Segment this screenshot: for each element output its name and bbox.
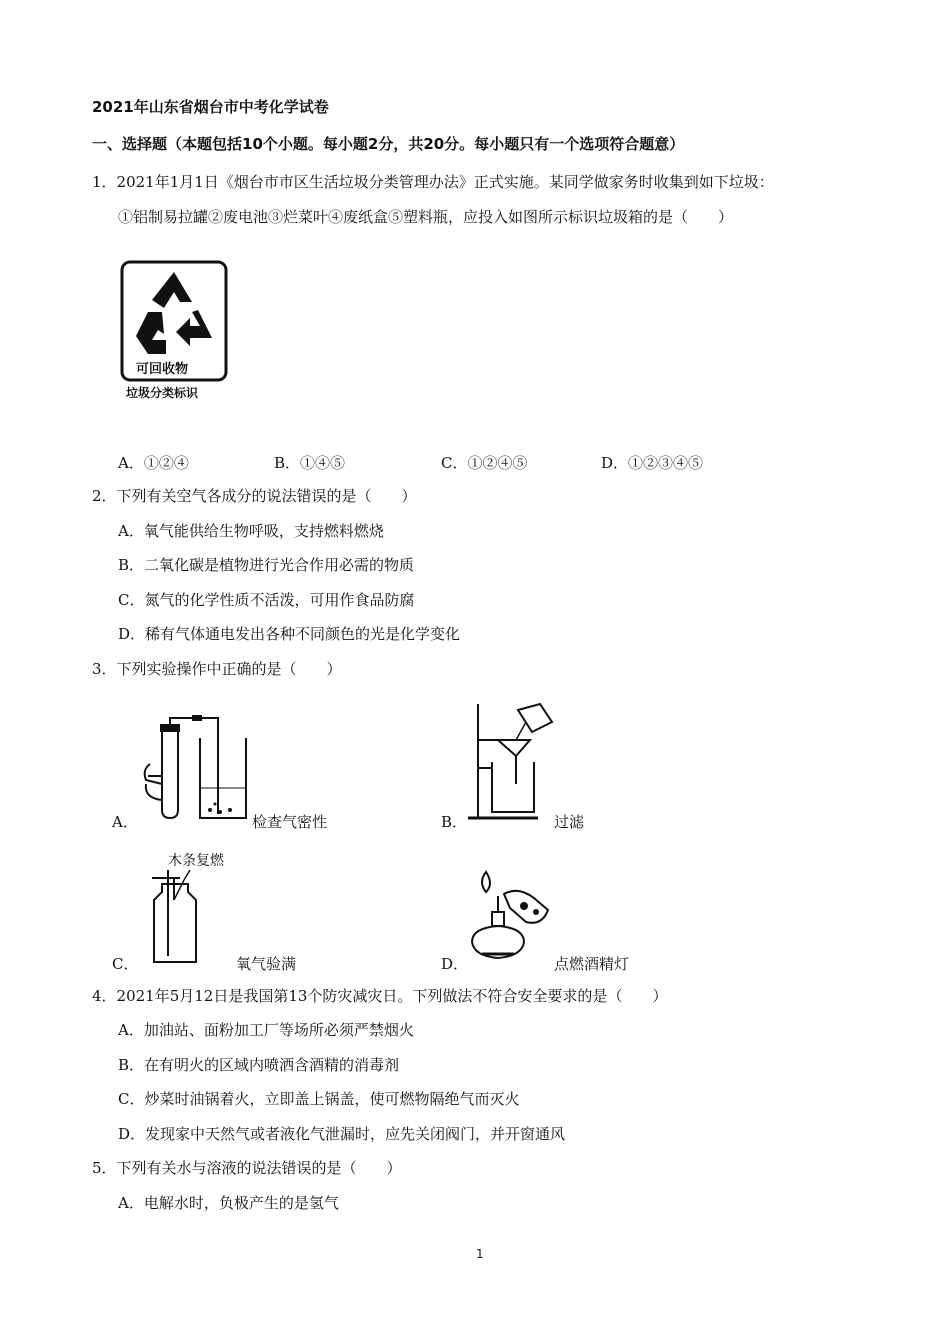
q4-option-a: A．加油站、面粉加工厂等场所必须严禁烟火 <box>118 1021 414 1039</box>
q3-option-c-caption: 木条复燃 <box>168 853 224 869</box>
airtightness-check-figure-icon <box>140 718 250 823</box>
q3-option-c-letter: C． <box>112 955 139 973</box>
section-heading: 一、选择题（本题包括10个小题。每小题2分，共20分。每小题只有一个选项符合题意） <box>92 135 685 153</box>
q3-stem: 3．下列实验操作中正确的是（ ） <box>92 660 342 678</box>
q2-stem: 2．下列有关空气各成分的说法错误的是（ ） <box>92 487 417 505</box>
q3-option-d-letter: D． <box>441 955 469 973</box>
q2-option-b: B．二氧化碳是植物进行光合作用必需的物质 <box>118 556 415 574</box>
q3-option-b-letter: B． <box>441 813 468 831</box>
q3-option-b-label: 过滤 <box>554 813 585 831</box>
q4-stem: 4．2021年5月12日是我国第13个防灾减灾日。下列做法不符合安全要求的是（ ） <box>92 987 668 1005</box>
q3-option-c-label: 氧气验满 <box>236 955 297 973</box>
q4-option-b: B．在有明火的区域内喷洒含酒精的消毒剂 <box>118 1056 400 1074</box>
filtration-figure-icon <box>468 700 558 822</box>
q1-option-c: C．①②④⑤ <box>441 454 528 472</box>
q1-option-b: B．①④⑤ <box>274 454 346 472</box>
q2-option-a: A．氧气能供给生物呼吸，支持燃料燃烧 <box>118 522 384 540</box>
q5-stem: 5．下列有关水与溶液的说法错误的是（ ） <box>92 1159 402 1177</box>
recycle-sign-figure <box>118 260 230 405</box>
q3-option-d-label: 点燃酒精灯 <box>554 955 630 973</box>
q3-option-a-letter: A． <box>112 813 138 831</box>
q4-option-d: D．发现家中天然气或者液化气泄漏时，应先关闭阀门，并开窗通风 <box>118 1125 566 1143</box>
q1-stem-line2: ①铝制易拉罐②废电池③烂菜叶④废纸盒⑤塑料瓶，应投入如图所示标识垃圾箱的是（ ） <box>118 208 734 226</box>
q1-stem-line1: 1．2021年1月1日《烟台市市区生活垃圾分类管理办法》正式实施。某同学做家务时收集到如下垃圾： <box>92 173 774 191</box>
q3-option-a-label: 检查气密性 <box>252 813 328 831</box>
page-number: 1 <box>476 1247 484 1261</box>
page-title: 2021年山东省烟台市中考化学试卷 <box>92 98 329 116</box>
sign-caption: 垃圾分类标识 <box>126 386 199 400</box>
alcohol-lamp-figure-icon <box>464 868 556 964</box>
oxygen-test-figure-icon <box>140 870 200 965</box>
sign-label-recyclable: 可回收物 <box>136 362 189 377</box>
q2-option-c: C．氮气的化学性质不活泼，可用作食品防腐 <box>118 591 415 609</box>
q4-option-c: C．炒菜时油锅着火，立即盖上锅盖，使可燃物隔绝气而灭火 <box>118 1090 520 1108</box>
q1-option-d: D．①②③④⑤ <box>601 454 704 472</box>
q5-option-a: A．电解水时，负极产生的是氢气 <box>118 1194 339 1212</box>
q1-option-a: A．①②④ <box>118 454 189 472</box>
q2-option-d: D．稀有气体通电发出各种不同颜色的光是化学变化 <box>118 625 461 643</box>
